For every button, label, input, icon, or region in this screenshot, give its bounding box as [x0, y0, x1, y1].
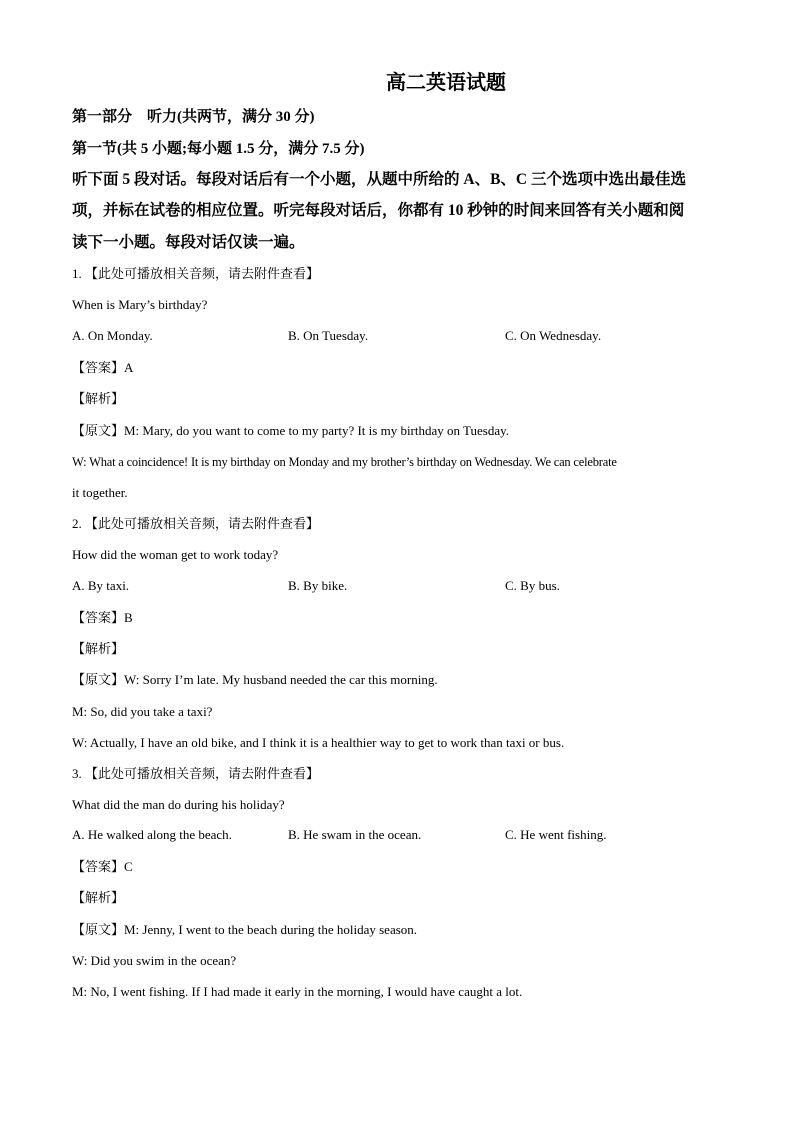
- question-text: How did the woman get to work today?: [72, 547, 279, 562]
- option-a: A. By taxi.: [72, 578, 130, 593]
- transcript-line: 【原文】M: Mary, do you want to come to my party? It is my birthday on Tuesday.: [72, 423, 510, 438]
- question-header[interactable]: 1. 【此处可播放相关音频，请去附件查看】: [72, 266, 320, 281]
- question-header[interactable]: 3. 【此处可播放相关音频，请去附件查看】: [72, 766, 320, 781]
- answer-label: 【答案】A: [72, 360, 134, 375]
- question-text: When is Mary’s birthday?: [72, 297, 208, 312]
- transcript-line: 【原文】M: Jenny, I went to the beach during the holiday season.: [72, 922, 418, 937]
- option-b: B. He swam in the ocean.: [288, 827, 422, 842]
- option-a: A. On Monday.: [72, 328, 153, 343]
- analysis-label: 【解析】: [72, 391, 125, 406]
- part-heading: 第一部分 听力(共两节，满分 30 分): [72, 109, 315, 125]
- instruction-line: 项，并标在试卷的相应位置。听完每段对话后，你都有 10 秒钟的时间来回答有关小题和阅: [72, 202, 685, 219]
- option-c: C. He went fishing.: [505, 827, 607, 842]
- page-title: 高二英语试题: [386, 72, 506, 94]
- instruction-line: 读下一小题。每段对话仅读一遍。: [72, 234, 305, 251]
- analysis-label: 【解析】: [72, 890, 125, 905]
- option-c: C. By bus.: [505, 578, 560, 593]
- transcript-line: W: Did you swim in the ocean?: [72, 953, 237, 968]
- transcript-line: W: What a coincidence! It is my birthday on Monday and my brother’s birthday on Wednesday. We can celebrate: [72, 455, 617, 469]
- transcript-line: W: Actually, I have an old bike, and I think it is a healthier way to get to work than taxi or bus.: [72, 735, 565, 750]
- analysis-label: 【解析】: [72, 641, 125, 656]
- option-b: B. On Tuesday.: [288, 328, 369, 343]
- answer-label: 【答案】B: [72, 610, 133, 625]
- answer-label: 【答案】C: [72, 859, 133, 874]
- option-c: C. On Wednesday.: [505, 328, 602, 343]
- section-heading: 第一节(共 5 小题;每小题 1.5 分，满分 7.5 分): [72, 141, 365, 157]
- question-header[interactable]: 2. 【此处可播放相关音频，请去附件查看】: [72, 516, 320, 531]
- transcript-line: 【原文】W: Sorry I’m late. My husband needed the car this morning.: [72, 672, 438, 687]
- option-b: B. By bike.: [288, 578, 348, 593]
- transcript-line: M: So, did you take a taxi?: [72, 704, 213, 719]
- transcript-line: M: No, I went fishing. If I had made it early in the morning, I would have caught a lot.: [72, 984, 523, 999]
- option-a: A. He walked along the beach.: [72, 827, 232, 842]
- transcript-line: it together.: [72, 485, 128, 500]
- question-text: What did the man do during his holiday?: [72, 797, 285, 812]
- instruction-line: 听下面 5 段对话。每段对话后有一个小题，从题中所给的 A、B、C 三个选项中选出最佳选: [72, 171, 686, 188]
